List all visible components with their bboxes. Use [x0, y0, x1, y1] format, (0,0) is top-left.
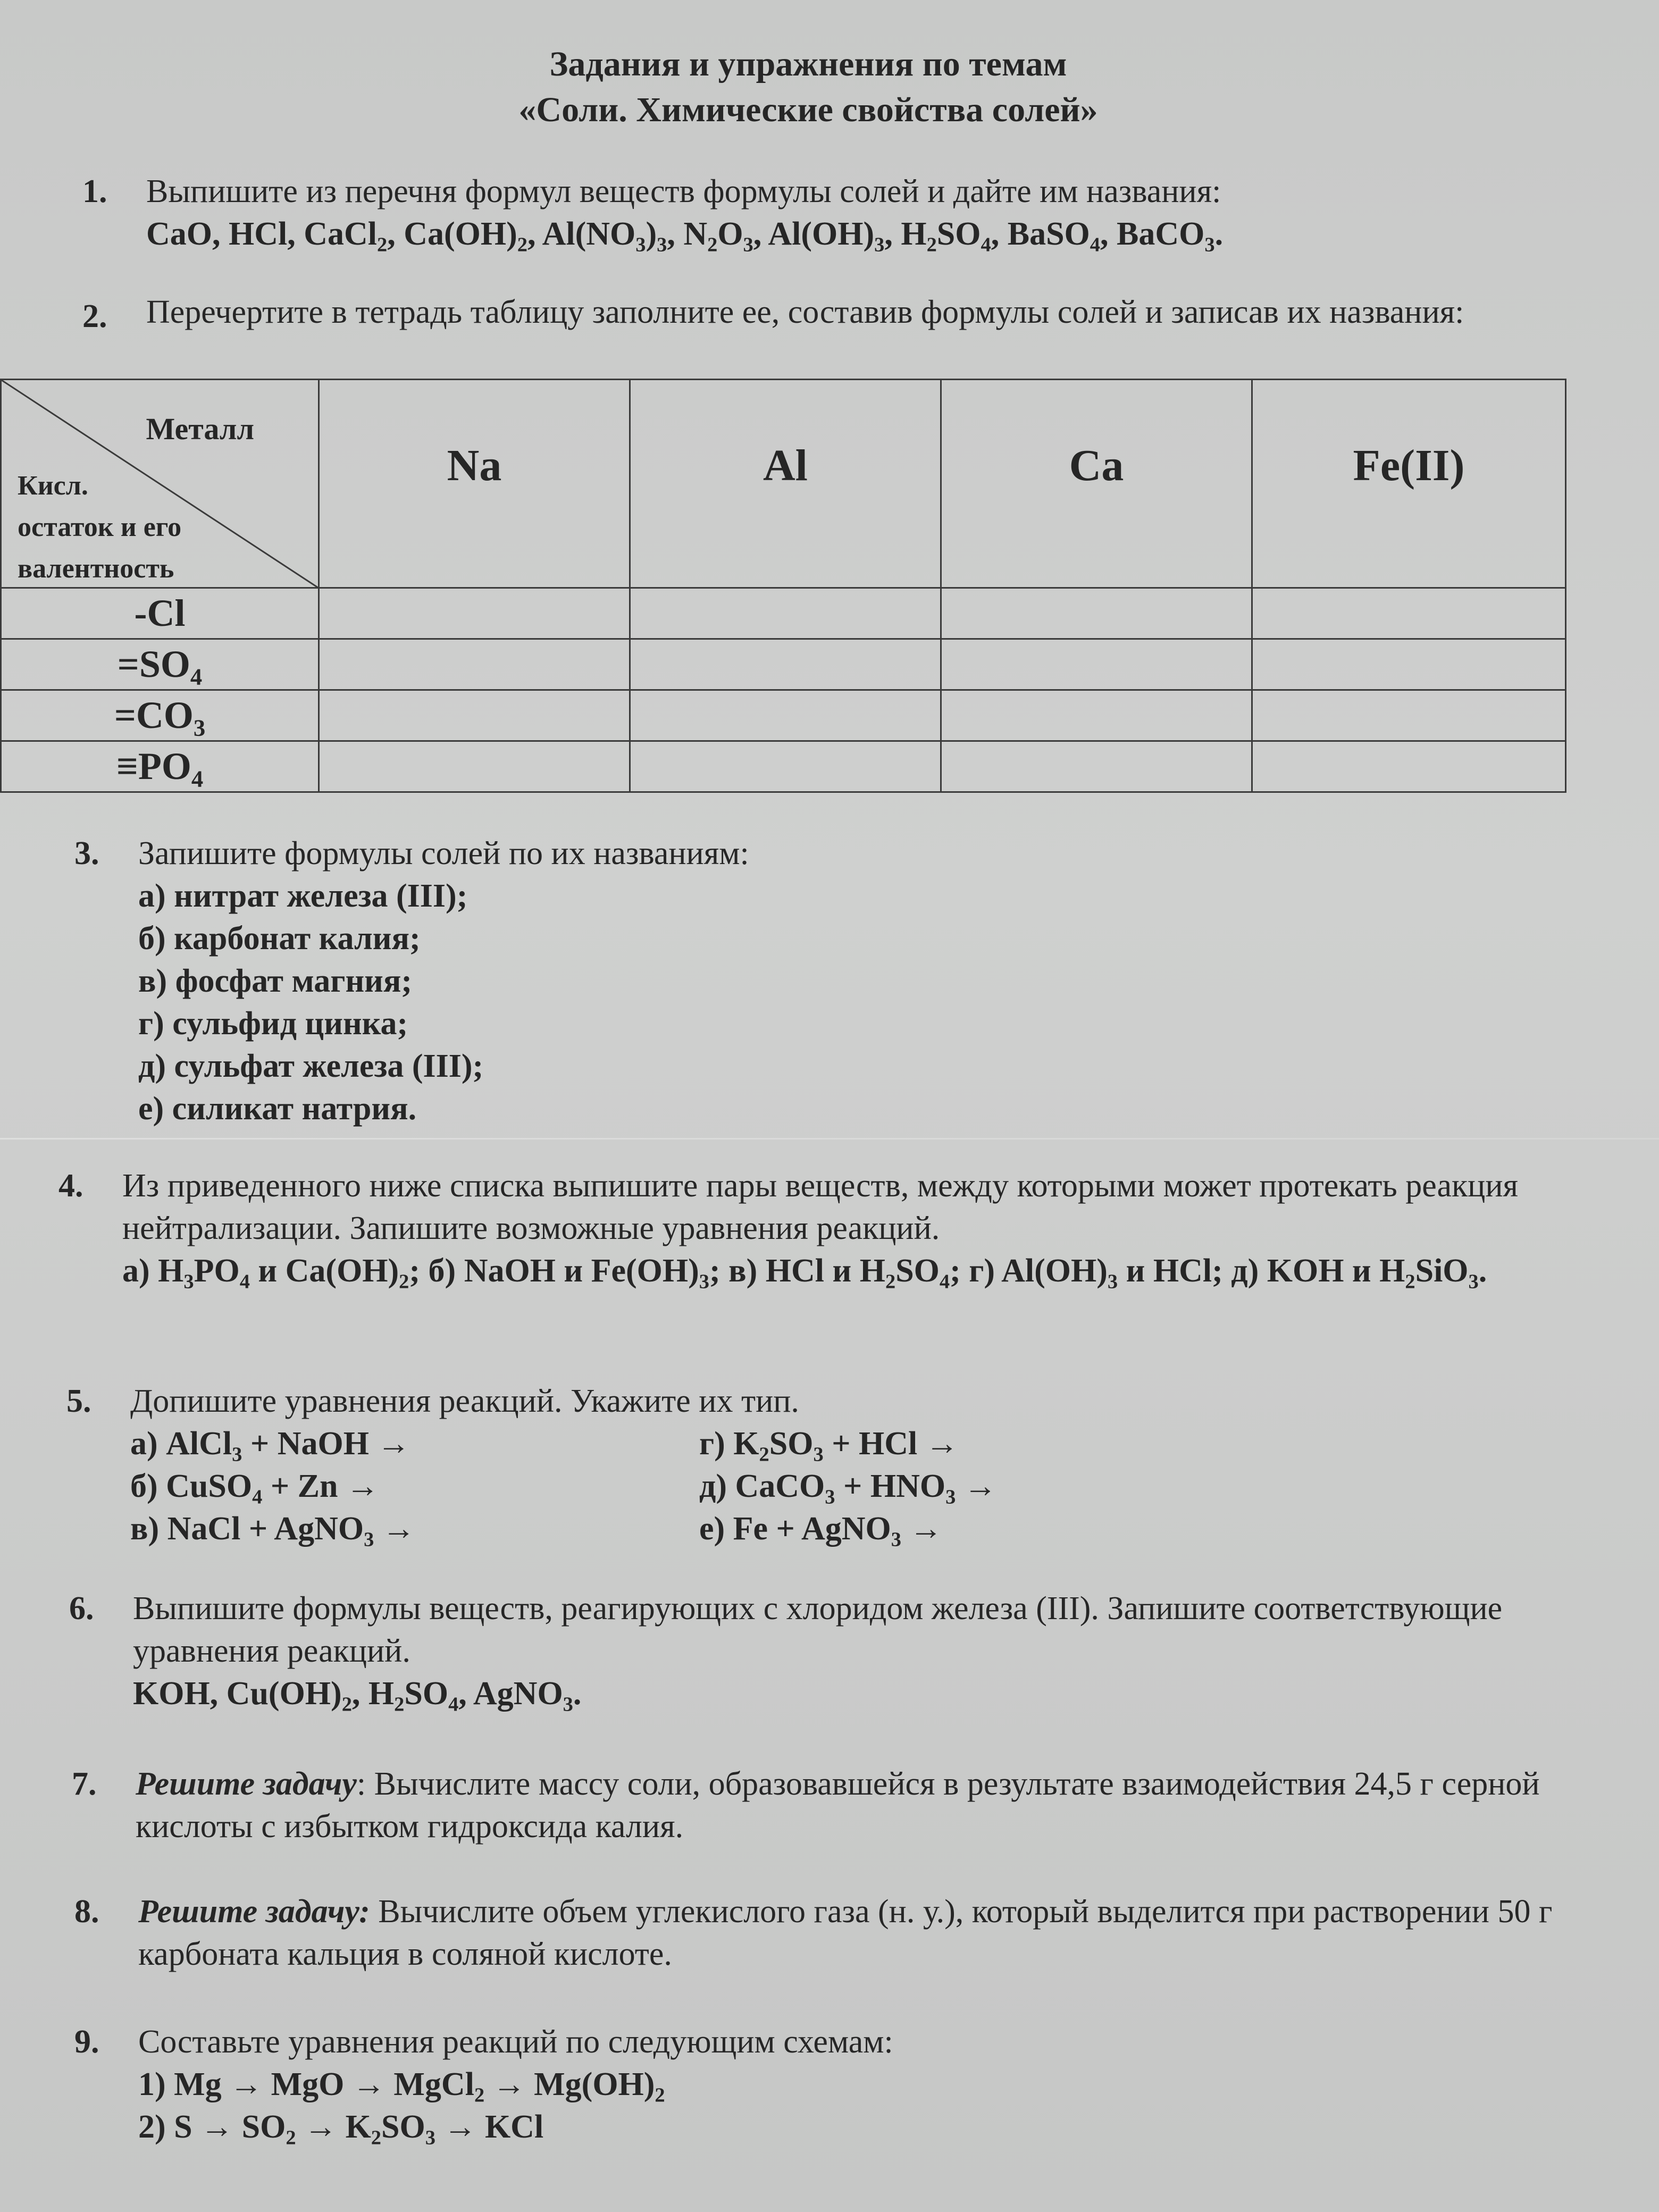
table-row — [1, 741, 1566, 792]
task-number: 7. — [72, 1766, 97, 1802]
table-row — [1, 639, 1566, 690]
task-1 — [82, 170, 1640, 255]
task-7 — [72, 1763, 1630, 1848]
formula-subscript: 2 — [371, 2126, 382, 2149]
header-metal-fe: Fe(II) — [1252, 380, 1566, 588]
empty-cell — [941, 690, 1252, 741]
header-acid-line: Кисл. — [18, 471, 88, 501]
salt-name-item: е) силикат натрия. — [138, 1091, 417, 1127]
formula-subscript: 4 — [1090, 233, 1100, 256]
task-3 — [74, 832, 1632, 1130]
salt-name-item: г) сульфид цинка; — [138, 1006, 408, 1042]
reactions-columns — [130, 1422, 1624, 1550]
formula-subscript: 2 — [926, 233, 937, 256]
formula-subscript: 2 — [399, 1270, 409, 1293]
empty-cell — [941, 639, 1252, 690]
table-row — [1, 588, 1566, 639]
reaction-item: д) CaCO$_3$ + $HNO_3$ → — [699, 1468, 997, 1509]
formula-subscript: 3 — [635, 233, 646, 256]
formula-subscript: 3 — [364, 1528, 374, 1551]
task-number: 5. — [66, 1383, 91, 1419]
salt-name-item: б) карбонат калия; — [138, 920, 421, 957]
task-text: : Вычислите массу соли, образовавшейся в результате взаимодействия 24,5 г серной кислоты с избытком гидроксида калия. — [136, 1766, 1540, 1845]
formula-subscript: 2 — [286, 2126, 296, 2149]
formula-subscript: 3 — [743, 233, 753, 256]
task-2 — [82, 294, 1640, 334]
empty-cell — [1252, 639, 1566, 690]
task-8 — [74, 1890, 1632, 1975]
formula-subscript: 3 — [657, 233, 667, 256]
neutralization-pairs: а) $H_3PO_4$ и $Ca(OH)_2$; б) NaOH и $Fe(OH)_3$; в) HCl и $H_2SO_4$; г) $Al(OH)_3$ и HCl; д) KOH и $H_2SiO_3$. — [122, 1253, 1487, 1293]
reactions-left-column — [130, 1422, 699, 1550]
task-4 — [58, 1164, 1627, 1292]
table-row — [1, 690, 1566, 741]
problem-label: Решите задачу: — [138, 1893, 370, 1930]
salts-table — [0, 379, 1566, 793]
empty-cell — [319, 639, 630, 690]
empty-cell — [630, 741, 941, 792]
acid-residue-cell: $=SO_4$ — [1, 639, 319, 690]
scheme-1: 1) Mg → MgO → MgCl$_2$ → $Mg(OH)_2$ — [138, 2066, 665, 2107]
empty-cell — [941, 588, 1252, 639]
task-number: 3. — [74, 835, 99, 872]
table-header-row — [1, 380, 1566, 588]
empty-cell — [319, 741, 630, 792]
problem-label: Решите задачу — [136, 1766, 357, 1802]
paper-fold-line — [0, 1138, 1659, 1139]
formula-subscript: 3 — [699, 1270, 709, 1293]
empty-cell — [1252, 741, 1566, 792]
formula-subscript: 3 — [425, 2126, 435, 2149]
formula-subscript: 2 — [885, 1270, 896, 1293]
reaction-item: а) AlCl$_3$ + NaOH → — [130, 1426, 410, 1466]
task-6 — [69, 1587, 1627, 1715]
task-number: 6. — [69, 1590, 94, 1627]
formula-subscript: 3 — [945, 1486, 956, 1509]
header-acid-line: валентность — [18, 554, 174, 584]
formula-subscript: 3 — [1468, 1270, 1479, 1293]
formula-subscript: 4 — [252, 1486, 263, 1509]
empty-cell — [319, 690, 630, 741]
formula-subscript: 4 — [190, 663, 203, 690]
task-text: Запишите формулы солей по их названиям: — [138, 835, 749, 872]
task-9 — [74, 2021, 1632, 2148]
header-metal-label: Металл — [146, 412, 254, 446]
salt-name-item: а) нитрат железа (III); — [138, 878, 468, 914]
formula-subscript: 2 — [655, 2084, 665, 2107]
reaction-item: г) $K_2SO_3$ + HCl → — [699, 1426, 959, 1466]
empty-cell — [1252, 690, 1566, 741]
task-text: Из приведенного ниже списка выпишите пары веществ, между которыми может протекать реакция нейтрализации. Запишите возможные уравнения реакций. — [122, 1168, 1519, 1246]
title-line-2: «Соли. Химические свойства солей» — [518, 90, 1098, 129]
empty-cell — [319, 588, 630, 639]
formula-subscript: 4 — [239, 1270, 250, 1293]
acid-residue-cell: -Cl — [1, 588, 319, 639]
formula-subscript: 4 — [191, 765, 204, 792]
title-line-1: Задания и упражнения по темам — [549, 45, 1067, 83]
scheme-2: 2) $S \to SO_2 \to K_2SO_3$ → KCl — [138, 2109, 544, 2149]
empty-cell — [941, 741, 1252, 792]
empty-cell — [630, 639, 941, 690]
formula-subscript: 3 — [825, 1486, 835, 1509]
formula-list: CaO, HCl, CaCl$_2$, $Ca(OH)_2$, $Al(NO_3)_3$, $N_2O_3$, $Al(OH)_3$, $H_2SO_4$, BaSO$_4$, BaCO$_3$. — [146, 216, 1224, 256]
empty-cell — [630, 690, 941, 741]
reaction-item: б) CuSO$_4$ + Zn → — [130, 1468, 379, 1509]
formula-subscript: 3 — [193, 714, 206, 741]
task-text: Выпишите формулы веществ, реагирующих с хлоридом железа (III). Запишите соответствующие уравнения реакций. — [133, 1590, 1503, 1669]
task-text: Составьте уравнения реакций по следующим схемам: — [138, 2024, 893, 2060]
header-metal-na: Na — [319, 380, 630, 588]
empty-cell — [630, 588, 941, 639]
formula-subscript: 3 — [563, 1693, 573, 1716]
reaction-item: е) Fe + AgNO$_3$ → — [699, 1511, 943, 1551]
formula-subscript: 2 — [759, 1443, 769, 1466]
formula-subscript: 3 — [232, 1443, 242, 1466]
formula-subscript: 2 — [377, 233, 388, 256]
salt-name-item: д) сульфат железа (III); — [138, 1048, 484, 1084]
header-metal-al: Al — [630, 380, 941, 588]
task-text: Вычислите объем углекислого газа (н. у.), который выделится при растворении 50 г карбоната кальция в соляной кислоте. — [138, 1893, 1553, 1972]
task-number: 8. — [74, 1893, 99, 1930]
formula-subscript: 2 — [517, 233, 527, 256]
acid-residue-cell: $=CO_3$ — [1, 690, 319, 741]
task-text: Допишите уравнения реакций. Укажите их тип. — [130, 1383, 799, 1419]
formula-subscript: 2 — [394, 1693, 405, 1716]
task-5 — [66, 1380, 1624, 1550]
task-number: 1. — [82, 173, 107, 210]
acid-residue-cell: $\equiv PO_4$ — [1, 741, 319, 792]
task-text: Выпишите из перечня формул веществ формулы солей и дайте им названия: — [146, 173, 1221, 210]
formula-subscript: 3 — [1204, 233, 1215, 256]
table-corner-cell — [1, 380, 319, 588]
reaction-item: в) NaCl + AgNO$_3$ → — [130, 1511, 415, 1551]
task-number: 4. — [58, 1168, 83, 1204]
formula-subscript: 3 — [891, 1528, 901, 1551]
salt-name-item: в) фосфат магния; — [138, 963, 413, 999]
formula-subscript: 2 — [707, 233, 718, 256]
header-acid-label — [18, 465, 181, 588]
formula-subscript: 4 — [939, 1270, 950, 1293]
formula-subscript: 4 — [981, 233, 991, 256]
formula-subscript: 3 — [874, 233, 885, 256]
formula-subscript: 3 — [183, 1270, 194, 1293]
task-text: Перечертите в тетрадь таблицу заполните ее, составив формулы солей и записав их названия: — [146, 294, 1464, 330]
formula-subscript: 3 — [813, 1443, 824, 1466]
reactions-right-column — [699, 1422, 1268, 1550]
formula-subscript: 2 — [1405, 1270, 1415, 1293]
header-metal-ca: Ca — [941, 380, 1252, 588]
formula-subscript: 3 — [1107, 1270, 1118, 1293]
formula-subscript: 2 — [341, 1693, 352, 1716]
empty-cell — [1252, 588, 1566, 639]
header-acid-line: остаток и его — [18, 512, 182, 542]
reagents-list: KOH, $Cu(OH)_2$, $H_2SO_4$, AgNO$_3$. — [133, 1675, 582, 1716]
worksheet-title — [0, 41, 1616, 133]
formula-subscript: 4 — [448, 1693, 459, 1716]
task-number: 2. — [82, 298, 107, 334]
formula-subscript: 2 — [474, 2084, 485, 2107]
task-number: 9. — [74, 2024, 99, 2060]
